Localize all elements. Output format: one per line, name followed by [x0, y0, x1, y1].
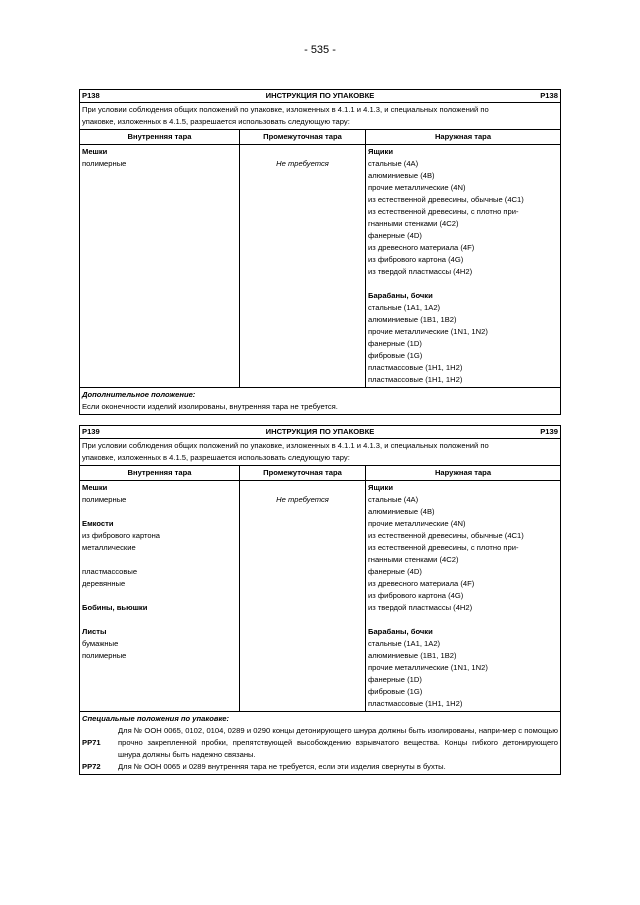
p139-title: ИНСТРУКЦИЯ ПО УПАКОВКЕ	[265, 427, 375, 436]
p139-column-headers	[80, 466, 561, 481]
outer-item: прочие металлические (4N)	[368, 183, 466, 192]
outer-item: фанерные (4D)	[368, 567, 422, 576]
outer-item: пластмассовые (1H1, 1H2)	[368, 699, 463, 708]
col-middle-header: Промежуточная тара	[240, 130, 366, 145]
inner-item: полимерные	[82, 159, 127, 168]
outer-item: фанерные (4D)	[368, 231, 422, 240]
outer-item: стальные (4A)	[368, 159, 419, 168]
outer-item: фанерные (1D)	[368, 675, 422, 684]
outer-item: прочие металлические (1N1, 1N2)	[368, 663, 488, 672]
packing-instruction-p138	[79, 89, 561, 415]
outer-heading: Барабаны, бочки	[368, 627, 433, 636]
p139-code-right: P139	[540, 427, 558, 436]
page-number: - 535 -	[304, 44, 336, 56]
special-provisions-title: Специальные положения по упаковке:	[82, 714, 230, 723]
middle-not-required: Не требуется	[276, 159, 329, 168]
p139-inner-cell	[80, 481, 240, 712]
outer-item: из фибрового картона (4G)	[368, 591, 464, 600]
provision-pp71	[82, 725, 558, 761]
outer-item: прочие металлические (4N)	[368, 519, 466, 528]
p139-middle-cell	[240, 481, 366, 712]
outer-item: пластмассовые (1H1, 1H2)	[368, 375, 463, 384]
outer-item: алюминиевые (1B1, 1B2)	[368, 651, 457, 660]
inner-heading: Бобины, вьюшки	[82, 603, 148, 612]
outer-item: из естественной древесины, с плотно при-	[368, 207, 519, 216]
outer-item: из твердой пластмассы (4H2)	[368, 267, 473, 276]
pp72-code: PP72	[82, 762, 101, 771]
outer-item: из древесного материала (4F)	[368, 579, 475, 588]
p138-content-row	[80, 145, 561, 388]
col-middle-header: Промежуточная тара	[240, 466, 366, 481]
inner-heading: Мешки	[82, 483, 108, 492]
outer-item: фибровые (1G)	[368, 687, 423, 696]
inner-heading: Листы	[82, 627, 107, 636]
inner-heading: Емкости	[82, 519, 114, 528]
p138-additional-row	[80, 388, 561, 415]
outer-item: из естественной древесины, с плотно при-	[368, 543, 519, 552]
outer-heading: Ящики	[368, 483, 394, 492]
p139-header-row	[80, 426, 561, 439]
outer-item: гнанными стенками (4C2)	[368, 219, 459, 228]
outer-item: прочие металлические (1N1, 1N2)	[368, 327, 488, 336]
p138-inner-cell	[80, 145, 240, 388]
outer-item: стальные (1A1, 1A2)	[368, 639, 441, 648]
p139-table	[79, 425, 561, 775]
p138-title: ИНСТРУКЦИЯ ПО УПАКОВКЕ	[265, 91, 375, 100]
p138-header-row	[80, 90, 561, 103]
col-inner-header: Внутренняя тара	[80, 130, 240, 145]
p138-intro-line: При условии соблюдения общих положений по упаковке, изложенных в 4.1.1 и 4.1.3, и специальных положений по	[82, 105, 489, 114]
outer-item: из фибрового картона (4G)	[368, 255, 464, 264]
outer-item: фанерные (1D)	[368, 339, 422, 348]
p138-code-left: P138	[82, 91, 100, 100]
outer-item: пластмассовые (1H1, 1H2)	[368, 363, 463, 372]
p139-intro-row	[80, 439, 561, 466]
p138-middle-cell	[240, 145, 366, 388]
inner-heading: Мешки	[82, 147, 108, 156]
p138-intro-row	[80, 103, 561, 130]
outer-heading: Барабаны, бочки	[368, 291, 433, 300]
pp71-text: Для № ООН 0065, 0102, 0104, 0289 и 0290 концы детонирующего шнура должны быть изолированы, напри-мер с помощью прочно закрепленной пробки, препятствующей высобождению взрывчатого вещества. Концы гибкого детонирующего шнура должны быть надежно связаны.	[118, 726, 558, 759]
inner-item: полимерные	[82, 495, 127, 504]
p139-outer-cell	[366, 481, 561, 712]
pp72-text: Для № ООН 0065 и 0289 внутренняя тара не требуется, если эти изделия свернуты в бухты.	[118, 762, 446, 771]
p138-outer-cell	[366, 145, 561, 388]
p139-code-left: P139	[82, 427, 100, 436]
p138-table	[79, 89, 561, 415]
inner-item: бумажные	[82, 639, 119, 648]
outer-item: из древесного материала (4F)	[368, 243, 475, 252]
outer-item: из естественной древесины, обычные (4C1)	[368, 531, 524, 540]
inner-item: деревянные	[82, 579, 126, 588]
inner-item: из фибрового картона	[82, 531, 161, 540]
outer-item: из твердой пластмассы (4H2)	[368, 603, 473, 612]
outer-item: из естественной древесины, обычные (4C1)	[368, 195, 524, 204]
additional-provision-title: Дополнительное положение:	[82, 390, 196, 399]
outer-item: стальные (1A1, 1A2)	[368, 303, 441, 312]
p138-intro-line: упаковке, изложенных в 4.1.5, разрешается использовать следующую тару:	[82, 117, 350, 126]
p139-intro-line: упаковке, изложенных в 4.1.5, разрешается использовать следующую тару:	[82, 453, 350, 462]
middle-not-required: Не требуется	[276, 495, 329, 504]
col-inner-header: Внутренняя тара	[80, 466, 240, 481]
col-outer-header: Наружная тара	[366, 130, 561, 145]
outer-item: фибровые (1G)	[368, 351, 423, 360]
provision-pp72	[82, 761, 558, 773]
p139-content-row	[80, 481, 561, 712]
p139-special-row	[80, 712, 561, 775]
p139-intro-line: При условии соблюдения общих положений по упаковке, изложенных в 4.1.1 и 4.1.3, и специальных положений по	[82, 441, 489, 450]
inner-item: металлические	[82, 543, 136, 552]
inner-item: пластмассовые	[82, 567, 138, 576]
p138-column-headers	[80, 130, 561, 145]
additional-provision-text: Если оконечности изделий изолированы, внутренняя тара не требуется.	[82, 402, 338, 411]
inner-item: полимерные	[82, 651, 127, 660]
p138-code-right: P138	[540, 91, 558, 100]
packing-instruction-p139	[79, 425, 561, 775]
outer-heading: Ящики	[368, 147, 394, 156]
outer-item: стальные (4A)	[368, 495, 419, 504]
outer-item: алюминиевые (1B1, 1B2)	[368, 315, 457, 324]
outer-item: алюминиевые (4B)	[368, 171, 435, 180]
pp71-code: PP71	[82, 738, 101, 747]
outer-item: алюминиевые (4B)	[368, 507, 435, 516]
outer-item: гнанными стенками (4C2)	[368, 555, 459, 564]
col-outer-header: Наружная тара	[366, 466, 561, 481]
